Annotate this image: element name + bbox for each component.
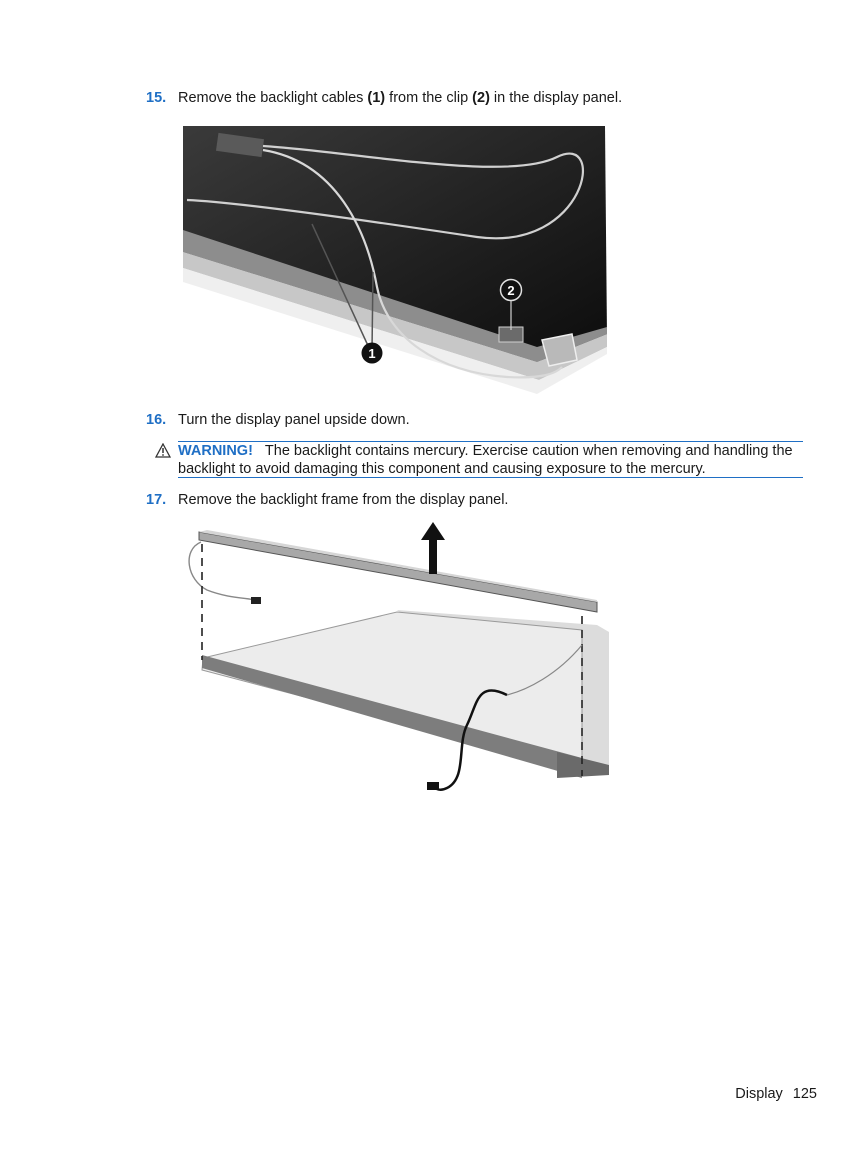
backlight-cables-illustration xyxy=(177,122,610,400)
callout-1: 1 xyxy=(368,346,376,361)
page-footer xyxy=(735,1086,817,1102)
footer-section: Display xyxy=(735,1086,783,1102)
step-text: in the display panel. xyxy=(489,90,623,106)
step-text: Turn the display panel upside down. xyxy=(178,412,410,428)
step-16 xyxy=(146,411,410,429)
warning-text: The backlight contains mercury. Exercise caution when removing and handling the backlight to avoid damaging this component and causing exposure to the mercury. xyxy=(178,443,793,477)
callout-ref-1: (1) xyxy=(367,90,386,106)
callout-2: 2 xyxy=(507,283,515,298)
callout-ref-2: (2) xyxy=(472,90,490,106)
step-number: 17. xyxy=(146,492,167,508)
figure-backlight-cables xyxy=(177,122,610,400)
warning-text-block xyxy=(178,442,803,478)
step-text: Remove the backlight frame from the display panel. xyxy=(178,492,509,508)
backlight-frame-illustration xyxy=(177,520,610,800)
warning-rule-bottom xyxy=(178,477,803,478)
step-17 xyxy=(146,491,508,509)
figure-backlight-frame xyxy=(177,520,610,800)
step-text: from the clip xyxy=(385,90,473,106)
step-number: 15. xyxy=(146,90,167,106)
warning-triangle-icon xyxy=(155,443,171,458)
page-number: 125 xyxy=(792,1086,817,1102)
step-number: 16. xyxy=(146,412,167,428)
step-15 xyxy=(146,89,622,107)
step-text: Remove the backlight cables xyxy=(178,90,368,106)
warning-label: WARNING! xyxy=(178,443,253,459)
